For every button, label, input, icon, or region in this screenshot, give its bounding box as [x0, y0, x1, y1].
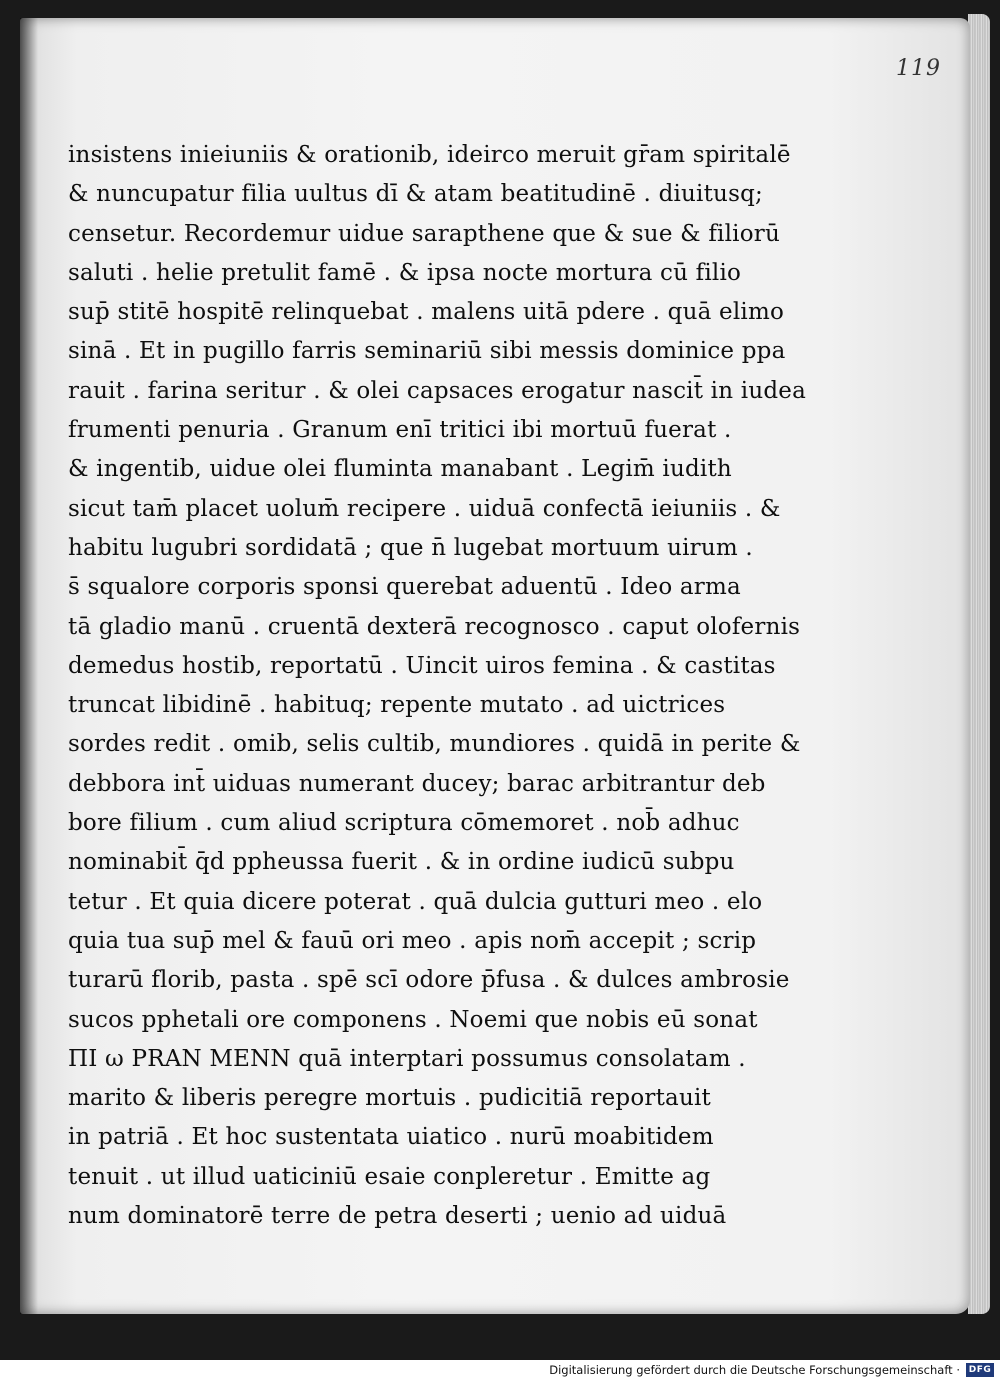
text-line: rauit . farina seritur . & olei capsaces erogatur nascit̄ in iudea: [68, 377, 806, 404]
text-line: & nuncupatur filia uultus dī & atam beatitudinē . diuitusq;: [68, 181, 763, 208]
funding-credit: Digitalisierung gefördert durch die Deutsche Forschungsgemeinschaft ·: [549, 1363, 960, 1377]
book-fore-edge: [968, 14, 990, 1314]
text-line: bore filium . cum aliud scriptura cōmemoret . nob̄ adhuc: [68, 810, 740, 837]
text-line: num dominatorē terre de petra deserti ; uenio ad uiduā: [68, 1203, 727, 1230]
text-line: debbora int̄ uiduas numerant ducey; barac arbitrantur deb: [68, 770, 766, 797]
dfg-logo: DFG: [966, 1363, 994, 1377]
text-line: sinā . Et in pugillo farris seminariū sibi messis dominice ppa: [68, 338, 786, 365]
text-line: sordes redit . omib, selis cultib, mundiores . quidā in perite &: [68, 731, 801, 758]
text-line: habitu lugubri sordidatā ; que n̄ lugebat mortuum uirum .: [68, 534, 753, 561]
text-line: tā gladio manū . cruentā dexterā recognosco . caput olofernis: [68, 613, 801, 640]
text-line: demedus hostib, reportatū . Uincit uiros femina . & castitas: [68, 652, 776, 679]
text-line: s̄ squalore corporis sponsi querebat aduentū . Ideo arma: [68, 574, 741, 601]
text-block: [68, 136, 808, 1236]
text-line: quia tua sup̄ mel & fauū ori meo . apis nom̄ accepit ; scrip: [68, 927, 757, 954]
text-line: nominabit̄ q̄d ppheussa fuerit . & in ordine iudicū subpu: [68, 849, 735, 876]
folio-number: 119: [896, 56, 941, 81]
text-line: censetur. Recordemur uidue sarapthene que & sue & filiorū: [68, 220, 780, 247]
text-line: sucos pphetali ore componens . Noemi que nobis eū sonat: [68, 1006, 758, 1033]
text-line: truncat libidinē . habituq; repente mutato . ad uictrices: [68, 692, 726, 719]
text-line: ΠΙ ω ΡRΑΝ ΜΕΝΝ quā interptari possumus consolatam .: [68, 1045, 746, 1072]
text-line: tetur . Et quia dicere poterat . quā dulcia gutturi meo . elo: [68, 888, 763, 915]
text-line: tenuit . ut illud uaticiniū esaie conpleretur . Emitte ag: [68, 1163, 711, 1190]
text-line: insistens inieiuniis & orationib, ideirco meruit gr̄am spiritalē: [68, 142, 791, 168]
text-line: frumenti penuria . Granum enī tritici ibi mortuū fuerat .: [68, 417, 732, 444]
gutter-shadow: [20, 18, 38, 1314]
text-line: turarū florib, pasta . spē scī odore p̄fusa . & dulces ambrosie: [68, 967, 790, 994]
text-line: sup̄ stitē hospitē relinquebat . malens uitā pdere . quā elimo: [68, 299, 785, 326]
text-line: saluti . helie pretulit famē . & ipsa nocte mortura cū filio: [68, 259, 742, 286]
text-line: marito & liberis peregre mortuis . pudicitiā reportauit: [68, 1085, 711, 1112]
text-line: & ingentib, uidue olei fluminta manabant . Legim̄ iudith: [68, 456, 732, 483]
text-line: sicut tam̄ placet uolum̄ recipere . uiduā confectā ieiuniis . &: [68, 495, 781, 522]
footer-bar: [0, 1360, 1000, 1381]
manuscript-page: [20, 18, 970, 1314]
text-line: in patriā . Et hoc sustentata uiatico . nurū moabitidem: [68, 1124, 714, 1151]
